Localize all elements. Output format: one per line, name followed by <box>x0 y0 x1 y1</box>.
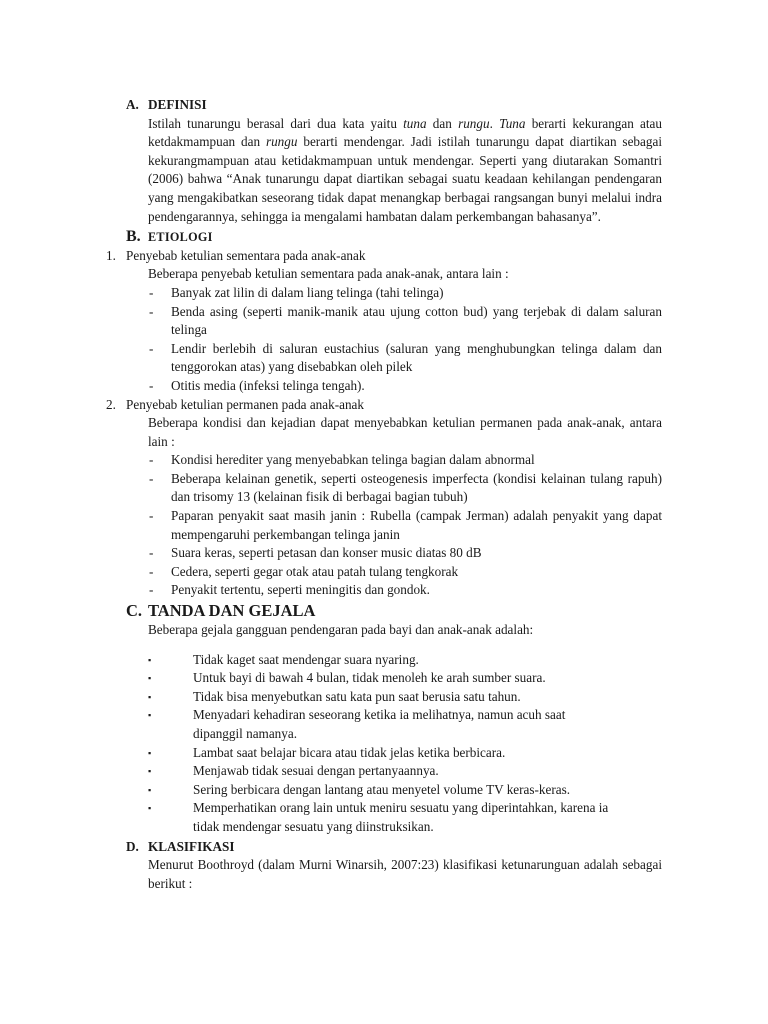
etiology-item-2-title: Penyebab ketulian permanen pada anak-anak <box>126 396 364 412</box>
etiology-item-1-list <box>126 284 662 396</box>
section-a-title: DEFINISI <box>148 97 207 112</box>
section-d-title: KLASIFIKASI <box>148 838 235 854</box>
list-item <box>126 799 662 836</box>
bullet-marker: ▪ <box>148 747 152 758</box>
etiology-item-1-title: Penyebab ketulian sementara pada anak-anak <box>126 247 366 263</box>
dash-marker: - <box>149 284 154 300</box>
list-item-text: Untuk bayi di bawah 4 bulan, tidak menoleh ke arah sumber suara. <box>193 670 546 686</box>
term-tuna: Tuna <box>499 115 526 131</box>
list-item-text: Banyak zat lilin di dalam liang telinga (tahi telinga) <box>171 284 444 300</box>
term-rungu: rungu <box>265 134 298 150</box>
section-c-letter: C. <box>126 601 143 621</box>
section-c-title: TANDA DAN GEJALA <box>148 601 316 621</box>
list-item <box>126 340 662 377</box>
dash-marker: - <box>149 563 154 579</box>
etiology-item-1-intro: Beberapa penyebab ketulian sementara pada anak-anak, antara lain : <box>148 266 509 282</box>
list-item <box>126 581 662 600</box>
bullet-marker: ▪ <box>148 803 152 814</box>
section-a-paragraph <box>126 115 662 227</box>
section-c-heading <box>126 601 662 621</box>
list-item-text: Menjawab tidak sesuai dengan pertanyaannya. <box>193 763 439 779</box>
list-item <box>126 377 662 396</box>
list-item-text: Tidak bisa menyebutkan satu kata pun saat berusia satu tahun. <box>193 688 521 704</box>
list-item <box>126 563 662 582</box>
etiology-item-2-intro: Beberapa kondisi dan kejadian dapat menyebabkan ketulian permanen pada anak-anak, antara lain : <box>148 415 662 449</box>
dash-marker: - <box>149 340 154 356</box>
list-item-text: Cedera, seperti gegar otak atau patah tulang tengkorak <box>171 563 459 579</box>
list-item <box>126 688 662 707</box>
list-item <box>126 451 662 470</box>
dash-marker: - <box>149 545 154 561</box>
dash-marker: - <box>149 377 154 393</box>
list-item <box>126 669 662 688</box>
etiology-item-1-number: 1. <box>106 247 116 263</box>
etiology-item-2-list <box>126 451 662 600</box>
symptom-list <box>126 651 662 837</box>
text-run: berarti mendengar. Jadi istilah tunarungu dapat diartikan sebagai kekurangmampuan atau ketidakmampuan untuk mendengar. Seperti yang diutarakan Somantri (2006) bahwa “Anak tunarungu dapat diartikan sebagai suatu keadaan kehilangan pendengaran yang mengakibatkan seseorang tidak dapat menangkap berbagai rangsangan bunyi melalui indra pendengarannya, sehingga ia mengalami hambatan dalam perkembangan bahasanya”. <box>148 134 662 224</box>
etiology-item-1 <box>104 247 662 266</box>
list-item <box>126 781 662 800</box>
list-item <box>126 706 662 743</box>
etiology-item-2 <box>104 396 662 415</box>
text-run: Istilah tunarungu berasal dari dua kata yaitu <box>148 115 404 131</box>
term-rungu: rungu <box>458 115 490 131</box>
list-item-text: Penyakit tertentu, seperti meningitis dan gondok. <box>171 582 430 598</box>
list-item <box>126 507 662 544</box>
list-item-text: Kondisi herediter yang menyebabkan telinga bagian dalam abnormal <box>171 452 535 468</box>
dash-marker: - <box>149 582 154 598</box>
list-item-text: Benda asing (seperti manik-manik atau ujung cotton bud) yang terjebak di dalam saluran telinga <box>171 303 662 338</box>
section-a-letter: A. <box>126 97 139 112</box>
dash-marker: - <box>149 508 154 524</box>
list-item-text: Beberapa kelainan genetik, seperti osteogenesis imperfecta (kondisi kelainan tulang rapuh) dan trisomy 13 (kelainan fisik di berbagai bagian tubuh) <box>171 470 662 505</box>
section-c-intro: Beberapa gejala gangguan pendengaran pada bayi dan anak-anak adalah: <box>148 622 534 638</box>
list-item-text: Sering berbicara dengan lantang atau menyetel volume TV keras-keras. <box>193 781 571 797</box>
bullet-marker: ▪ <box>148 691 152 702</box>
list-item <box>126 651 662 670</box>
bullet-marker: ▪ <box>148 784 152 795</box>
term-tuna: tuna <box>403 115 427 131</box>
list-item-text: Menyadari kehadiran seseorang ketika ia melihatnya, namun acuh saat dipanggil namanya. <box>193 707 566 741</box>
list-item <box>126 470 662 507</box>
section-b-heading <box>126 228 662 247</box>
text-run: berarti kekurangan atau ketdakmampuan dan <box>148 115 663 150</box>
dash-marker: - <box>149 470 154 486</box>
dash-marker: - <box>149 452 154 468</box>
list-item <box>126 762 662 781</box>
etiology-item-2-number: 2. <box>106 396 116 412</box>
list-item-text: Lambat saat belajar bicara atau tidak jelas ketika berbicara. <box>193 744 506 760</box>
text-run: . <box>489 115 500 131</box>
bullet-marker: ▪ <box>148 654 152 665</box>
list-item-text: Otitis media (infeksi telinga tengah). <box>171 377 365 393</box>
list-item <box>126 284 662 303</box>
section-b-title: ETIOLOGI <box>148 230 213 245</box>
section-d-paragraph: Menurut Boothroyd (dalam Murni Winarsih, 2007:23) klasifikasi ketunarunguan adalah sebagai berikut : <box>148 857 662 891</box>
dash-marker: - <box>149 303 154 319</box>
list-item <box>126 744 662 763</box>
bullet-marker: ▪ <box>148 710 152 721</box>
list-item-text: Tidak kaget saat mendengar suara nyaring. <box>193 651 419 667</box>
document-content <box>106 96 663 893</box>
text-run: dan <box>426 115 459 131</box>
section-b-letter: B. <box>126 228 141 246</box>
section-d-heading <box>126 838 662 857</box>
list-item-text: Suara keras, seperti petasan dan konser music diatas 80 dB <box>171 545 482 561</box>
bullet-marker: ▪ <box>148 766 152 777</box>
list-item <box>126 544 662 563</box>
bullet-marker: ▪ <box>148 673 152 684</box>
list-item <box>126 303 662 340</box>
section-d-letter: D. <box>126 838 139 854</box>
list-item-text: Paparan penyakit saat masih janin : Rubella (campak Jerman) adalah penyakit yang dapat mempengaruhi perkembangan telinga janin <box>171 508 662 542</box>
list-item-text: Lendir berlebih di saluran eustachius (saluran yang menghubungkan telinga dalam dan tenggorokan atas) yang disebabkan oleh pilek <box>171 340 662 375</box>
section-a-heading <box>126 96 662 115</box>
list-item-text: Memperhatikan orang lain untuk meniru sesuatu yang diperintahkan, karena ia tidak mendengar sesuatu yang diinstruksikan. <box>193 800 609 834</box>
